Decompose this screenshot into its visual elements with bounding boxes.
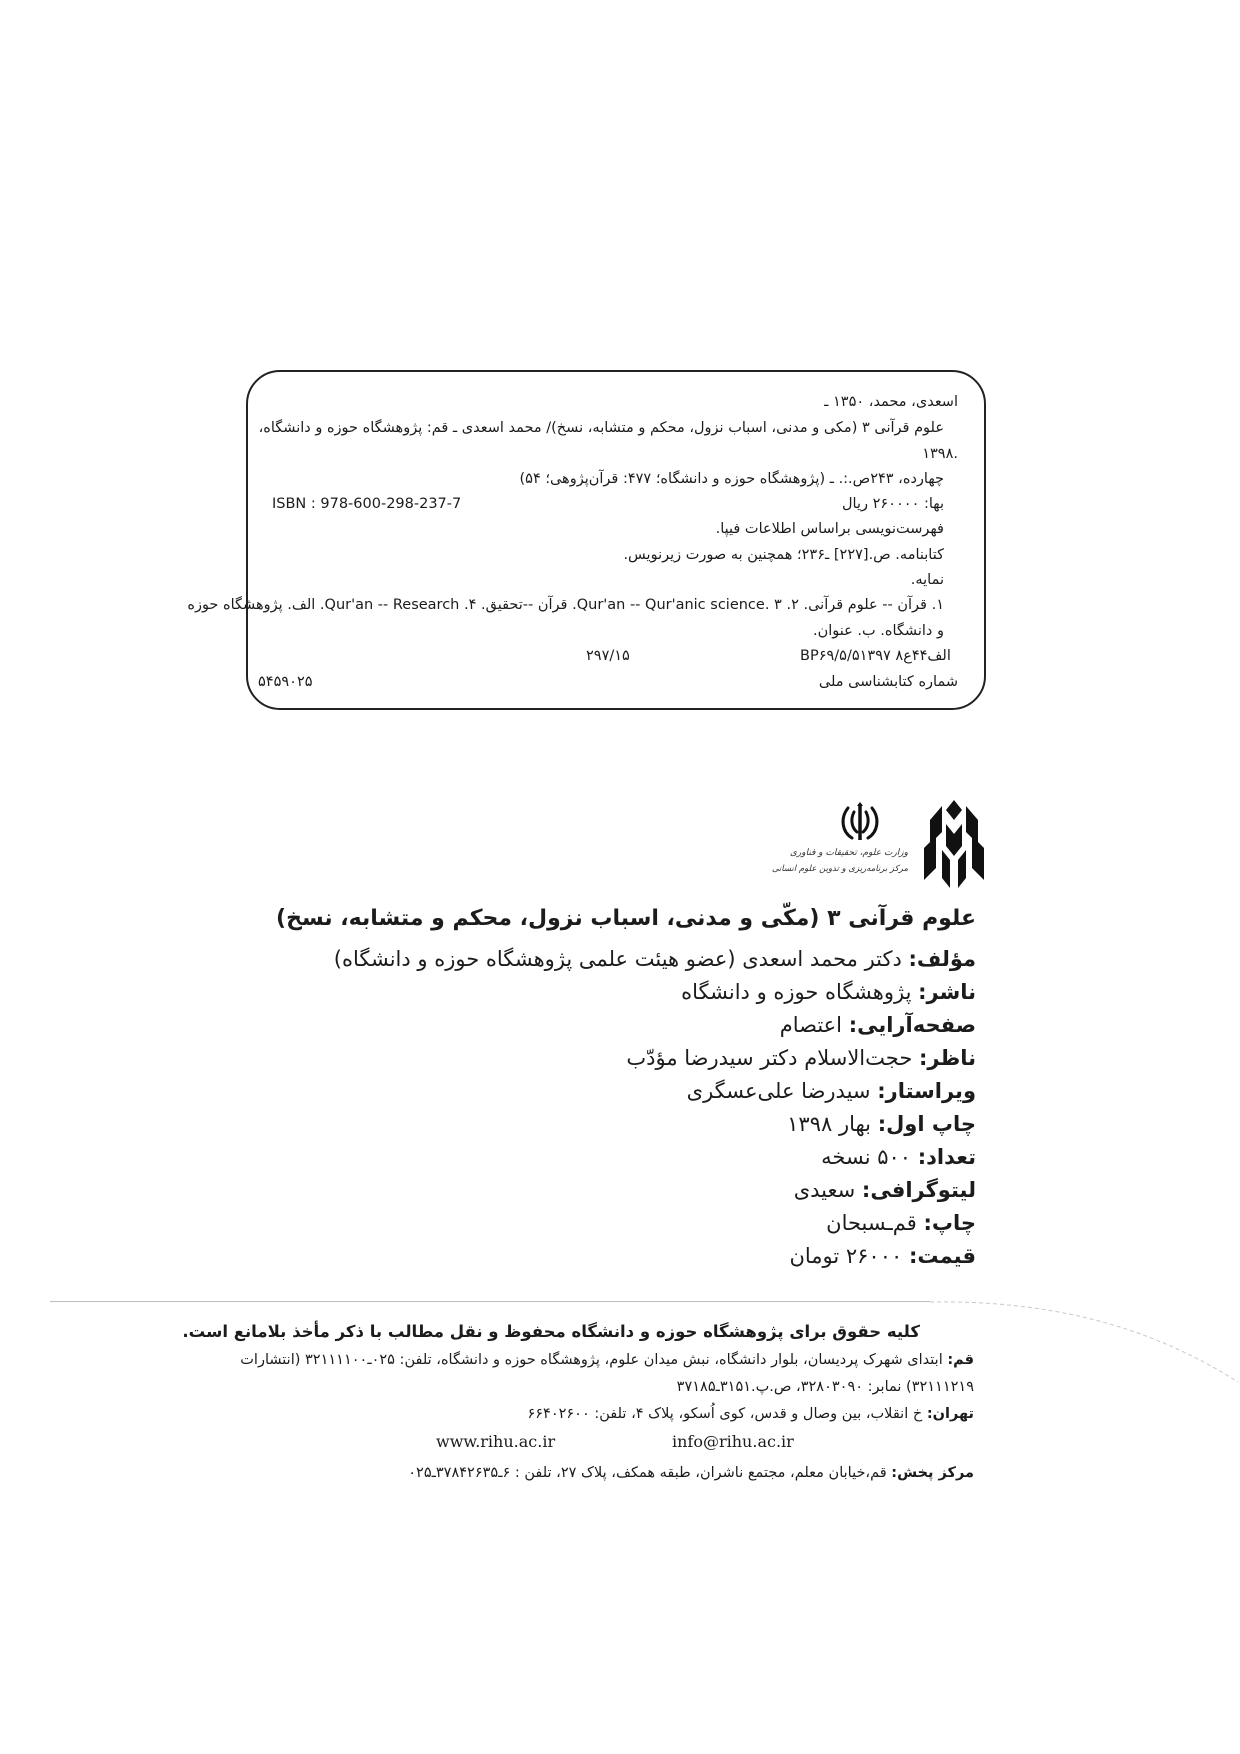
credit-row: [681, 978, 976, 1006]
tehran-address-line: [527, 1404, 974, 1424]
cip-price-line: بها: ۲۶۰۰۰۰ ریال: [842, 496, 944, 512]
cip-fipa-line: فهرست‌نویسی براساس اطلاعات فیپا.: [715, 521, 944, 537]
cip-isbn: ISBN : 978-600-298-237-7: [272, 496, 462, 512]
credit-row: [687, 1077, 976, 1105]
ministry-line-2: مرکز برنامه‌ریزی و تدوین علوم انسانی: [771, 864, 908, 874]
credit-label: قیمت:: [908, 1244, 976, 1268]
distribution-address-line: [408, 1463, 974, 1483]
credit-row: [826, 1209, 976, 1237]
credit-label: چاپ:: [923, 1211, 976, 1235]
credit-label: صفحه‌آرایی:: [848, 1013, 976, 1037]
cip-index-line: نمایه.: [910, 572, 944, 588]
credit-value: حجت‌الاسلام دکتر سیدرضا مؤدّب: [626, 1046, 919, 1070]
cip-author-line: اسعدی، محمد، ۱۳۵۰ ـ: [824, 394, 958, 410]
qom-address-line-1: [240, 1350, 974, 1370]
cip-national-number: ۵۴۵۹۰۲۵: [258, 674, 313, 690]
credit-value: سیدرضا علی‌عسگری: [686, 1079, 878, 1103]
credit-row: [626, 1044, 976, 1072]
credit-label: ناظر:: [918, 1046, 976, 1070]
credit-row: [780, 1011, 976, 1039]
cip-subjects-line-1: ۱. قرآن -- علوم قرآنی. ۲. Qur'an -- Qur'anic science. ۳. قرآن --تحقیق. ۴. Qur'an -- Research. الف. پژوهشگاه حوزه: [187, 597, 944, 613]
qom-address-line-2: ۳۲۱۱۱۲۱۹) نمابر: ۳۲۸۰۳۰۹۰، ص.پ.۳۱۵۱ـ۳۷۱۸۵: [676, 1379, 974, 1395]
email-link[interactable]: info@rihu.ac.ir: [672, 1432, 794, 1451]
credit-row: [794, 1176, 976, 1204]
cip-national-label: شماره کتابشناسی ملی: [818, 674, 958, 690]
ministry-line-1: وزارت علوم، تحقیقات و فناوری: [789, 848, 908, 858]
cip-lc-class: BP۶۹/۵/۵الف۴۴ع۸ ۱۳۹۷: [800, 648, 951, 664]
cip-ddc: ۲۹۷/۱۵: [586, 648, 630, 664]
footer-divider: [50, 1301, 930, 1302]
copyright-notice: کلیه حقوق برای پژوهشگاه حوزه و دانشگاه محفوظ و نقل مطالب با ذکر مأخذ بلامانع است.: [182, 1322, 920, 1341]
credit-label: مؤلف:: [908, 947, 976, 971]
cip-extent-line: چهارده، ۲۴۳ص.:. ـ (پژوهشگاه حوزه و دانشگاه؛ ۴۷۷: قرآن‌پژوهی؛ ۵۴): [519, 471, 944, 487]
cip-subjects-line-2: و دانشگاه. ب. عنوان.: [813, 623, 944, 639]
qom-label: قم:: [947, 1352, 974, 1368]
credit-value: ۵۰۰ نسخه: [821, 1145, 918, 1169]
cip-bibliography-line: کتابنامه. ص.[۲۲۷] ـ۲۳۶؛ همچنین به صورت زیرنویس.: [623, 547, 944, 563]
distribution-label: مرکز پخش:: [891, 1465, 974, 1481]
rihu-logo-icon: [920, 798, 988, 890]
cip-title-line-1: علوم قرآنی ۳ (مکی و مدنی، اسباب نزول، محکم و متشابه، نسخ)/ محمد اسعدی ـ قم: پژوهشگاه حوزه و دانشگاه،: [258, 420, 944, 436]
tehran-address-text: خ انقلاب، بین وصال و قدس، کوی اُسکو، پلاک ۴، تلفن: ۶۶۴۰۲۶۰۰: [527, 1406, 927, 1422]
footer-curve: [930, 1296, 1240, 1386]
credit-label: چاپ اول:: [877, 1112, 976, 1136]
credit-label: لیتوگرافی:: [861, 1178, 976, 1202]
credit-row: [789, 1242, 976, 1270]
distribution-address-text: قم،خیابان معلم، مجتمع ناشران، طبقه همکف، پلاک ۲۷، تلفن : ۶ـ۳۷۸۴۲۶۳۵ـ۰۲۵: [408, 1465, 892, 1481]
credit-row: [787, 1110, 976, 1138]
credit-value: اعتصام: [779, 1013, 849, 1037]
credit-row: [821, 1143, 976, 1171]
credit-value: سعیدی: [793, 1178, 862, 1202]
book-title: علوم قرآنی ۳ (مکّی و مدنی، اسباب نزول، محکم و متشابه، نسخ): [276, 906, 976, 931]
credit-value: دکتر محمد اسعدی (عضو هیئت علمی پژوهشگاه حوزه و دانشگاه): [333, 947, 909, 971]
credit-value: پژوهشگاه حوزه و دانشگاه: [681, 980, 919, 1004]
credit-value: بهار ۱۳۹۸: [787, 1112, 878, 1136]
credit-label: تعداد:: [917, 1145, 976, 1169]
credit-value: قم‌ـسبحان: [826, 1211, 924, 1235]
website-link[interactable]: www.rihu.ac.ir: [436, 1432, 556, 1451]
cip-title-line-2: ۱۳۹۸.: [922, 446, 958, 462]
credit-value: ۲۶۰۰۰ تومان: [789, 1244, 909, 1268]
iran-emblem-icon: [838, 800, 882, 844]
credit-label: ویراستار:: [877, 1079, 976, 1103]
tehran-label: تهران:: [926, 1406, 974, 1422]
credit-label: ناشر:: [918, 980, 976, 1004]
credit-row: [334, 945, 976, 973]
qom-address-text: ابتدای شهرک پردیسان، بلوار دانشگاه، نبش میدان علوم، پژوهشگاه حوزه و دانشگاه، تلفن: ۰۲۵ـ۳۲۱۱۱۱۰۰ (انتشارات: [240, 1352, 948, 1368]
